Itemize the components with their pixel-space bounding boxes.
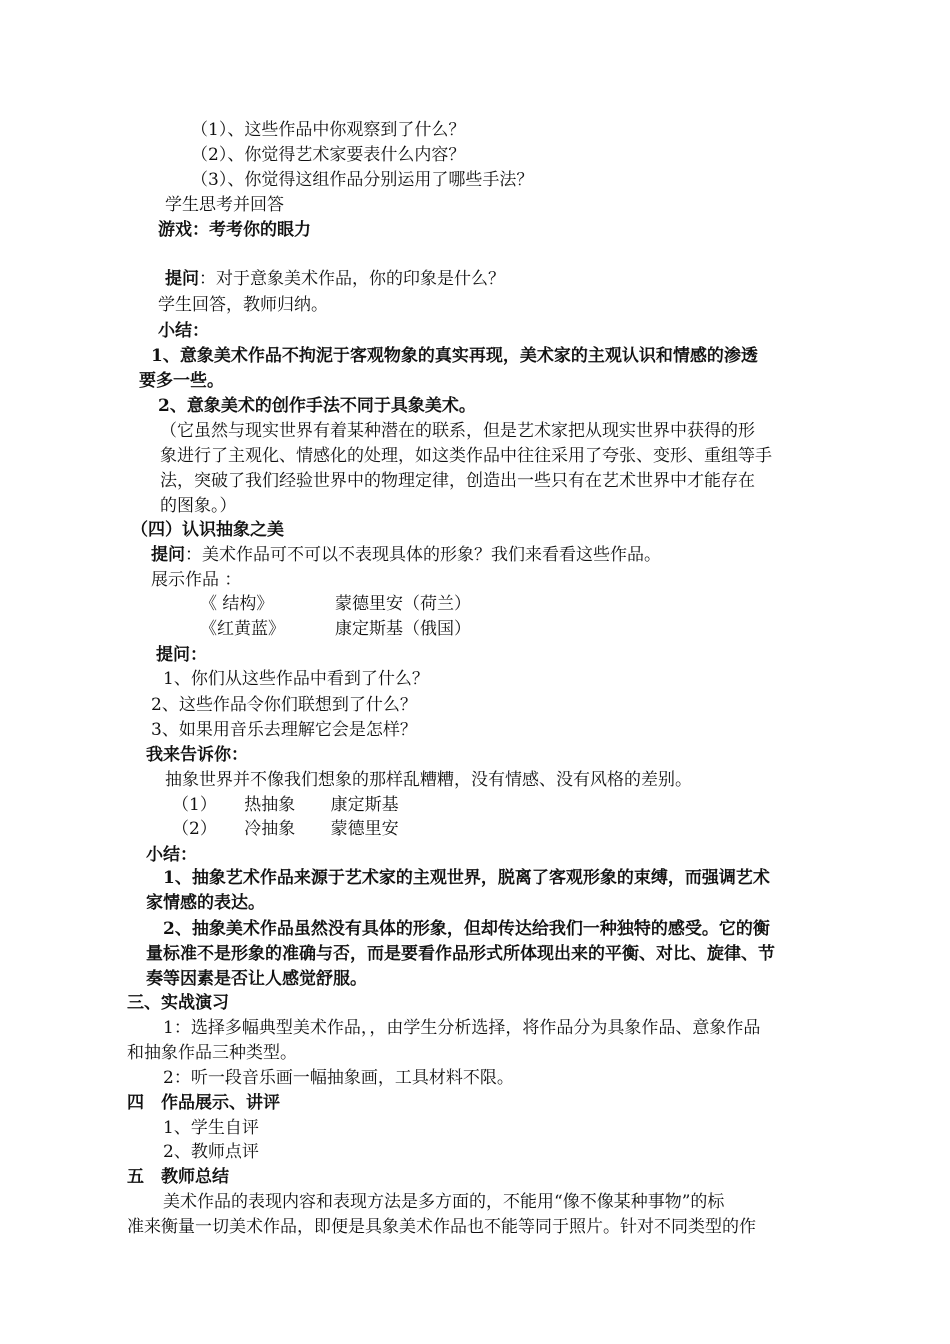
exercise-2: 2：听一段音乐画一幅抽象画，工具材料不限。	[163, 1068, 514, 1088]
abstract-question-1: 1、你们从这些作品中看到了什么？	[163, 669, 429, 689]
review-1: 1、学生自评	[163, 1118, 259, 1138]
show-works: 展示作品 ：	[151, 570, 242, 590]
cold-artist: 蒙德里安	[330, 819, 399, 839]
section-three-heading: 三、实战演习	[127, 993, 229, 1013]
review-2: 2、教师点评	[163, 1142, 259, 1162]
paragraph-line-2: 象进行了主观化、情感化的处理，如这类作品中往往采用了夸张、变形、重组等手	[160, 446, 772, 466]
question-2: （2）、你觉得艺术家要表什么内容？	[191, 145, 466, 165]
work-1-title: 《 结构》	[200, 594, 274, 614]
ask-label: 提问	[151, 545, 185, 565]
ask-heading: 提问：	[156, 645, 207, 665]
paragraph-line-3: 法，突破了我们经验世界中的物理定律，创造出一些只有在艺术世界中才能存在	[160, 471, 755, 491]
summary-heading-2: 小结：	[146, 845, 197, 865]
section-four-heading: （四）认识抽象之美	[131, 520, 284, 540]
paragraph-line-4: 的图象。）	[160, 496, 237, 516]
abstract-summary-2b: 量标准不是形象的准确与否，而是要看作品形式所体现出来的平衡、对比、旋律、节	[146, 944, 775, 964]
work-1-artist: 蒙德里安（荷兰）	[335, 594, 471, 614]
abstract-summary-2c: 奏等因素是否让人感觉舒服。	[146, 969, 367, 989]
work-2-artist: 康定斯基（俄国）	[335, 619, 471, 639]
exercise-1b: 和抽象作品三种类型。	[127, 1043, 297, 1063]
conclusion-line-2: 准来衡量一切美术作品，即便是具象美术作品也不能等同于照片。针对不同类型的作	[127, 1217, 756, 1237]
summary-point-1a: 1、意象美术作品不拘泥于客观物象的真实再现，美术家的主观认识和情感的渗透	[151, 346, 758, 366]
hot-artist: 康定斯基	[330, 795, 399, 815]
abstract-statement: 抽象世界并不像我们想象的那样乱糟糟，没有情感、没有风格的差别。	[165, 770, 692, 790]
ask-text: ：美术作品可不可以不表现具体的形象？我们来看看这些作品。	[185, 545, 661, 565]
student-think: 学生思考并回答	[165, 195, 284, 215]
paragraph-line-1: （它虽然与现实世界有着某种潜在的联系，但是艺术家把从现实世界中获得的形	[160, 421, 755, 441]
cold-abstract-row	[172, 817, 399, 841]
cold-type: 冷抽象	[244, 819, 296, 839]
summary-point-1b: 要多一些。	[139, 371, 224, 391]
section-five-heading: 五 教师总结	[127, 1167, 229, 1187]
abstract-summary-1a: 1、抽象艺术作品来源于艺术家的主观世界，脱离了客观形象的束缚，而强调艺术	[163, 868, 770, 888]
ask-text: ：对于意象美术作品，你的印象是什么？	[199, 269, 505, 289]
summary-heading: 小结：	[158, 321, 209, 341]
abstract-summary-2a: 2、抽象美术作品虽然没有具体的形象，但却传达给我们一种独特的感受。它的衡	[163, 919, 770, 939]
game-heading: 游戏：考考你的眼力	[158, 220, 311, 240]
cold-number: （2）	[172, 819, 217, 839]
question-3: （3）、你觉得这组作品分别运用了哪些手法？	[191, 170, 534, 190]
summary-point-2: 2、意象美术的创作手法不同于具象美术。	[158, 396, 476, 416]
abstract-summary-1b: 家情感的表达。	[146, 893, 265, 913]
hot-type: 热抽象	[244, 795, 296, 815]
abstract-question-2: 2、这些作品令你们联想到了什么？	[151, 695, 417, 715]
abstract-question-3: 3、如果用音乐去理解它会是怎样？	[151, 720, 417, 740]
student-answer: 学生回答，教师归纳。	[158, 295, 328, 315]
conclusion-line-1: 美术作品的表现内容和表现方法是多方面的，不能用“像不像某种事物”的标	[163, 1192, 725, 1212]
section-four-b-heading: 四 作品展示、讲评	[127, 1093, 280, 1113]
hot-number: （1）	[172, 795, 217, 815]
ask-label: 提问	[165, 269, 199, 289]
ask-impression	[165, 267, 505, 291]
ask-abstract	[151, 543, 661, 567]
work-2-title: 《红黄蓝》	[200, 619, 285, 639]
exercise-1a: 1：选择多幅典型美术作品，，由学生分析选择，将作品分为具象作品、意象作品	[163, 1018, 761, 1038]
tell-heading: 我来告诉你：	[146, 745, 248, 765]
hot-abstract-row	[172, 793, 399, 817]
question-1: （1）、这些作品中你观察到了什么？	[191, 120, 466, 140]
